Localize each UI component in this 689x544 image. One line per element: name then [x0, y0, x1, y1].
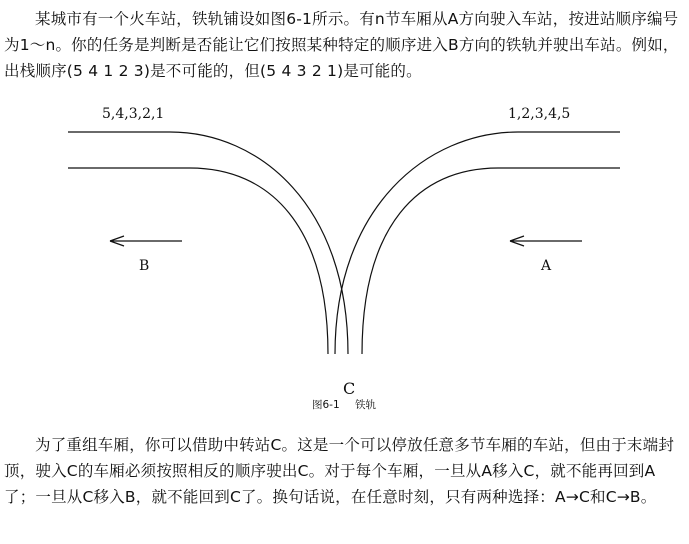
rail-left-outer-curve: [170, 132, 348, 354]
direction-b-label: B: [139, 258, 150, 274]
problem-paragraph-2: 为了重组车厢，你可以借助中转站C。这是一个可以停放任意多节车厢的车站，但由于末端封顶，驶入C的车厢必须按照相反的顺序驶出C。对于每个车厢，一旦从A移入C，就不能再回到A了；一旦从C移入B，就不能回到C了。换句话说，在任意时刻，只有两种选择：A→C和C→B。: [4, 436, 675, 506]
figure-caption-text: 铁轨: [355, 399, 376, 411]
rail-right-inner-curve: [362, 168, 498, 354]
direction-a-label: A: [541, 258, 552, 274]
station-c-label: C: [343, 379, 356, 398]
right-sequence-label: 1,2,3,4,5: [508, 106, 571, 122]
railway-figure: [0, 96, 689, 416]
problem-paragraph-1: 某城市有一个火车站，铁轨铺设如图6-1所示。有n节车厢从A方向驶入车站，按进站顺序编号为1～n。你的任务是判断是否能让它们按照某种特定的顺序进入B方向的铁轨并驶出车站。例如，出栈顺序(5 4 1 2 3)是不可能的，但(5 4 3 2 1)是可能的。: [4, 10, 679, 80]
railway-diagram: [0, 96, 689, 416]
rail-left-inner-curve: [190, 168, 328, 354]
rail-right-outer-curve: [335, 132, 518, 354]
figure-caption-number: 图6-1: [312, 399, 340, 411]
left-sequence-label: 5,4,3,2,1: [102, 106, 165, 122]
